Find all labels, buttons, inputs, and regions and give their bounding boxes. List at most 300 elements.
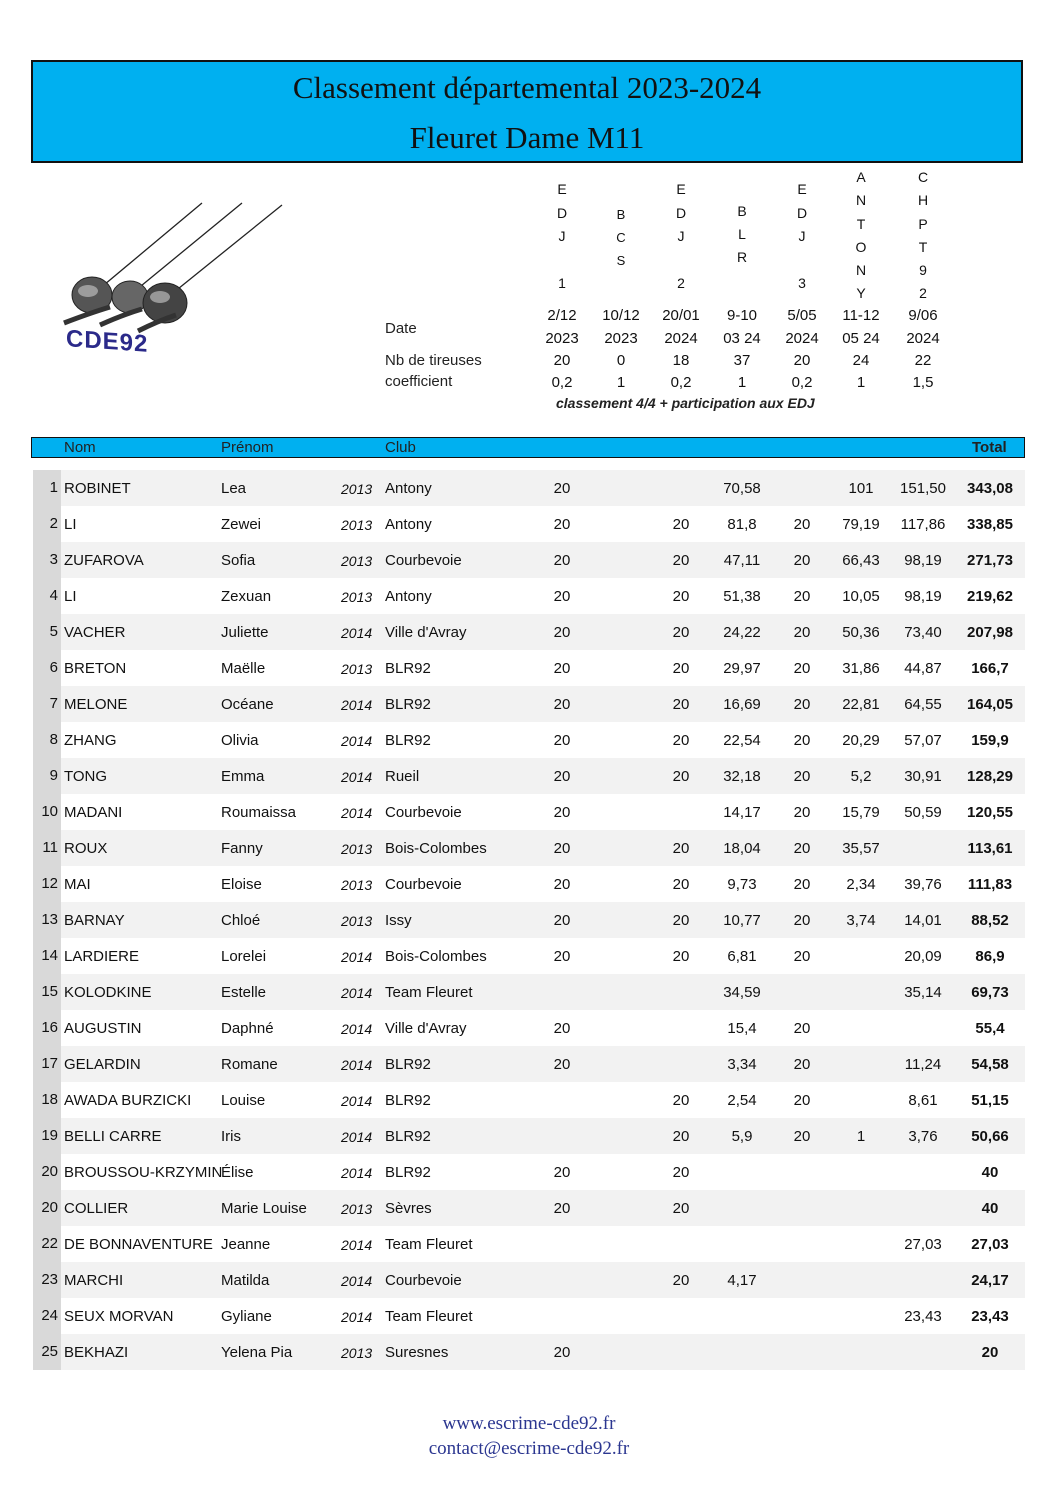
competition-date-2: 10/12 <box>602 307 640 324</box>
nom-cell: BRETON <box>64 660 127 677</box>
club-cell: Courbevoie <box>385 552 462 569</box>
score-cell: 66,43 <box>842 552 880 569</box>
score-cell: 20 <box>672 696 690 713</box>
competition-letter: C <box>917 169 929 185</box>
competition-letter: T <box>856 215 866 232</box>
rank-cell: 10 <box>33 794 61 830</box>
nom-cell: LI <box>64 588 77 605</box>
nom-cell: AWADA BURZICKI <box>64 1092 192 1109</box>
total-cell: 27,03 <box>971 1236 1009 1253</box>
year-cell: 2014 <box>341 1057 373 1073</box>
total-cell: 111,83 <box>967 876 1013 893</box>
total-cell: 219,62 <box>967 588 1013 605</box>
club-cell: BLR92 <box>385 1164 431 1181</box>
competition-letter <box>772 249 832 273</box>
score-cell: 5,9 <box>731 1128 753 1145</box>
footer-email[interactable]: contact@escrime-cde92.fr <box>428 1438 630 1459</box>
score-cell: 20 <box>672 624 690 641</box>
rank-cell: 25 <box>33 1334 61 1370</box>
score-cell: 70,58 <box>723 480 761 497</box>
competition-coef-5: 0,2 <box>791 374 813 391</box>
score-cell: 4,17 <box>727 1272 757 1289</box>
score-cell: 20 <box>793 1092 811 1109</box>
competition-coef-6: 1 <box>856 374 866 391</box>
competition-nb-6: 24 <box>852 352 870 369</box>
score-cell: 20 <box>553 1344 571 1361</box>
competition-letter <box>532 249 592 273</box>
prenom-cell: Chloé <box>221 912 261 929</box>
table-row <box>33 722 1025 758</box>
score-cell: 20 <box>793 840 811 857</box>
competition-code-3 <box>651 178 711 296</box>
nom-cell: ZUFAROVA <box>64 552 144 569</box>
club-cell: Sèvres <box>385 1200 432 1217</box>
score-cell: 35,57 <box>842 840 880 857</box>
score-cell: 8,61 <box>908 1092 938 1109</box>
score-cell: 20 <box>672 552 690 569</box>
score-cell: 10,05 <box>842 588 880 605</box>
prenom-cell: Lea <box>221 480 247 497</box>
score-cell: 20 <box>793 1056 811 1073</box>
score-cell: 79,19 <box>842 516 880 533</box>
year-cell: 2013 <box>341 1345 373 1361</box>
year-cell: 2014 <box>341 985 373 1001</box>
score-cell: 20 <box>672 660 690 677</box>
competition-code-6 <box>831 166 891 306</box>
score-cell: 11,24 <box>904 1056 942 1073</box>
competition-letter <box>651 249 711 273</box>
rank-cell: 8 <box>33 722 61 758</box>
year-cell: 2014 <box>341 1309 373 1325</box>
table-row <box>33 542 1025 578</box>
competition-year-5: 2024 <box>785 330 819 347</box>
competition-nb-4: 37 <box>733 352 751 369</box>
nom-cell: TONG <box>64 768 108 785</box>
page-subtitle: Fleuret Dame M11 <box>409 120 645 155</box>
total-cell: 164,05 <box>967 696 1013 713</box>
score-cell: 29,97 <box>723 660 761 677</box>
score-cell: 10,77 <box>723 912 761 929</box>
club-cell: Ville d'Avray <box>385 624 467 641</box>
club-cell: Antony <box>385 480 432 497</box>
score-cell: 73,40 <box>904 624 942 641</box>
score-cell: 20 <box>553 588 571 605</box>
competition-nb-2: 0 <box>616 352 626 369</box>
club-cell: Team Fleuret <box>385 1308 473 1325</box>
nom-cell: MADANI <box>64 804 123 821</box>
prenom-cell: Zexuan <box>221 588 272 605</box>
score-cell: 20 <box>793 1020 811 1037</box>
year-cell: 2014 <box>341 769 373 785</box>
score-cell: 20 <box>672 588 690 605</box>
score-cell: 20 <box>672 1092 690 1109</box>
competition-letter: E <box>797 181 807 197</box>
score-cell: 31,86 <box>842 660 880 677</box>
year-cell: 2014 <box>341 1165 373 1181</box>
rank-cell: 11 <box>33 830 61 866</box>
nom-cell: ROUX <box>64 840 108 857</box>
score-cell: 20 <box>672 912 690 929</box>
score-cell: 47,11 <box>723 552 761 569</box>
date-label: Date <box>385 320 417 337</box>
score-cell: 20 <box>793 1128 811 1145</box>
rank-cell: 22 <box>33 1226 61 1262</box>
club-cell: Rueil <box>385 768 420 785</box>
competition-letter: N <box>855 192 867 209</box>
prenom-cell: Océane <box>221 696 274 713</box>
competition-code-5 <box>772 178 832 296</box>
competition-letter: E <box>676 181 686 197</box>
competition-date-1: 2/12 <box>547 307 577 324</box>
score-cell: 101 <box>848 480 874 497</box>
coefficient-label: coefficient <box>385 373 453 390</box>
page-title: Classement départemental 2023-2024 <box>292 70 762 105</box>
competition-date-3: 20/01 <box>662 307 700 324</box>
table-row <box>33 1226 1025 1262</box>
year-cell: 2013 <box>341 841 373 857</box>
competition-nb-1: 20 <box>553 352 571 369</box>
competition-code-4 <box>712 200 772 269</box>
score-cell: 14,17 <box>723 804 761 821</box>
competition-year-3: 2024 <box>664 330 698 347</box>
score-cell: 20 <box>553 552 571 569</box>
score-cell: 20 <box>672 948 690 965</box>
score-cell: 32,18 <box>723 768 761 785</box>
score-cell: 98,19 <box>904 588 942 605</box>
competition-code-2 <box>591 203 651 272</box>
score-cell: 98,19 <box>904 552 942 569</box>
total-cell: 40 <box>981 1200 999 1217</box>
total-cell: 86,9 <box>975 948 1005 965</box>
score-cell: 2,34 <box>846 876 876 893</box>
club-cell: BLR92 <box>385 1092 431 1109</box>
year-cell: 2013 <box>341 481 373 497</box>
prenom-cell: Juliette <box>221 624 269 641</box>
competition-letter: 2 <box>677 275 685 291</box>
prenom-cell: Emma <box>221 768 265 785</box>
year-cell: 2014 <box>341 733 373 749</box>
prenom-cell: Roumaissa <box>221 804 297 821</box>
table-row <box>33 506 1025 542</box>
club-cell: BLR92 <box>385 1128 431 1145</box>
score-cell: 39,76 <box>904 876 942 893</box>
competition-coef-4: 1 <box>737 374 747 391</box>
table-row <box>33 1262 1025 1298</box>
table-row <box>33 1334 1025 1370</box>
competition-year-4: 03 24 <box>723 330 761 347</box>
nom-cell: DE BONNAVENTURE <box>64 1236 213 1253</box>
score-cell: 20 <box>793 804 811 821</box>
rank-cell: 20 <box>33 1154 61 1190</box>
nom-cell: MAI <box>64 876 91 893</box>
score-cell: 20 <box>553 912 571 929</box>
rank-cell: 9 <box>33 758 61 794</box>
competition-date-4: 9-10 <box>726 307 758 324</box>
score-cell: 20 <box>553 948 571 965</box>
competition-coef-2: 1 <box>616 374 626 391</box>
prenom-cell: Iris <box>221 1128 241 1145</box>
score-cell: 20 <box>553 804 571 821</box>
year-cell: 2013 <box>341 517 373 533</box>
table-row <box>33 686 1025 722</box>
footer-website[interactable]: www.escrime-cde92.fr <box>442 1413 616 1434</box>
score-cell: 1 <box>856 1128 866 1145</box>
score-cell: 14,01 <box>904 912 942 929</box>
nom-cell: ROBINET <box>64 480 131 497</box>
score-cell: 20,29 <box>842 732 880 749</box>
competition-nb-3: 18 <box>672 352 690 369</box>
club-cell: Suresnes <box>385 1344 449 1361</box>
club-cell: BLR92 <box>385 732 431 749</box>
rank-cell: 17 <box>33 1046 61 1082</box>
table-row <box>33 794 1025 830</box>
club-cell: Antony <box>385 516 432 533</box>
score-cell: 20 <box>793 552 811 569</box>
score-cell: 20 <box>793 696 811 713</box>
score-cell: 20 <box>793 660 811 677</box>
score-cell: 50,36 <box>842 624 880 641</box>
score-cell: 20 <box>672 768 690 785</box>
prenom-cell: Estelle <box>221 984 267 1001</box>
rank-cell: 14 <box>33 938 61 974</box>
nom-cell: GELARDIN <box>64 1056 141 1073</box>
table-row <box>33 866 1025 902</box>
score-cell: 20 <box>793 588 811 605</box>
rank-cell: 5 <box>33 614 61 650</box>
prenom-cell: Gyliane <box>221 1308 272 1325</box>
competition-year-2: 2023 <box>604 330 638 347</box>
header-total: Total <box>972 439 1007 456</box>
score-cell: 20 <box>553 1020 571 1037</box>
table-row <box>33 902 1025 938</box>
score-cell: 16,69 <box>723 696 761 713</box>
score-cell: 20,09 <box>904 948 942 965</box>
prenom-cell: Jeanne <box>221 1236 271 1253</box>
score-cell: 30,91 <box>904 768 942 785</box>
total-cell: 50,66 <box>971 1128 1009 1145</box>
score-cell: 20 <box>672 732 690 749</box>
table-row <box>33 1118 1025 1154</box>
nom-cell: LARDIERE <box>64 948 140 965</box>
table-row <box>33 650 1025 686</box>
competition-nb-5: 20 <box>793 352 811 369</box>
year-cell: 2014 <box>341 1273 373 1289</box>
prenom-cell: Louise <box>221 1092 266 1109</box>
competition-letter: 3 <box>798 275 806 291</box>
competition-letter: R <box>736 249 748 265</box>
nom-cell: VACHER <box>64 624 126 641</box>
competition-letter: 9 <box>919 262 927 279</box>
rank-cell: 4 <box>33 578 61 614</box>
competition-letter: T <box>918 238 928 255</box>
total-cell: 23,43 <box>971 1308 1009 1325</box>
year-cell: 2014 <box>341 805 373 821</box>
table-header <box>31 437 1025 458</box>
prenom-cell: Yelena Pia <box>221 1344 293 1361</box>
competition-year-7: 2024 <box>906 330 940 347</box>
rank-cell: 23 <box>33 1262 61 1298</box>
header-prenom: Prénom <box>221 439 274 456</box>
rank-cell: 1 <box>33 470 61 506</box>
prenom-cell: Olivia <box>221 732 259 749</box>
nom-cell: SEUX MORVAN <box>64 1308 174 1325</box>
table-row <box>33 1190 1025 1226</box>
score-cell: 20 <box>553 624 571 641</box>
rank-cell: 3 <box>33 542 61 578</box>
club-cell: BLR92 <box>385 696 431 713</box>
score-cell: 20 <box>553 1200 571 1217</box>
total-cell: 40 <box>981 1164 999 1181</box>
competition-letter: D <box>796 204 808 221</box>
prenom-cell: Maëlle <box>221 660 266 677</box>
total-cell: 271,73 <box>967 552 1013 569</box>
table-row <box>33 470 1025 506</box>
score-cell: 20 <box>553 840 571 857</box>
score-cell: 20 <box>793 876 811 893</box>
club-cell: Issy <box>385 912 412 929</box>
nom-cell: BELLI CARRE <box>64 1128 162 1145</box>
score-cell: 20 <box>793 516 811 533</box>
score-cell: 22,81 <box>842 696 880 713</box>
rank-cell: 7 <box>33 686 61 722</box>
nom-cell: KOLODKINE <box>64 984 152 1001</box>
nom-cell: AUGUSTIN <box>64 1020 142 1037</box>
nom-cell: ZHANG <box>64 732 117 749</box>
competition-date-5: 5/05 <box>787 307 817 324</box>
nom-cell: COLLIER <box>64 1200 129 1217</box>
competition-letter: C <box>616 230 626 245</box>
year-cell: 2014 <box>341 1237 373 1253</box>
year-cell: 2013 <box>341 589 373 605</box>
competition-year-1: 2023 <box>545 330 579 347</box>
score-cell: 20 <box>553 1056 571 1073</box>
prenom-cell: Marie Louise <box>221 1200 307 1217</box>
total-cell: 69,73 <box>971 984 1009 1001</box>
total-cell: 113,61 <box>967 840 1013 857</box>
total-cell: 20 <box>981 1344 999 1361</box>
competition-letter: N <box>855 262 867 279</box>
prenom-cell: Matilda <box>221 1272 270 1289</box>
score-cell: 34,59 <box>723 984 761 1001</box>
competition-letter: D <box>556 204 568 221</box>
competition-letter: 1 <box>558 275 566 291</box>
competition-coef-7: 1,5 <box>912 374 934 391</box>
rank-cell: 18 <box>33 1082 61 1118</box>
score-cell: 15,79 <box>842 804 880 821</box>
score-cell: 20 <box>553 1164 571 1181</box>
club-cell: BLR92 <box>385 1056 431 1073</box>
competition-date-7: 9/06 <box>908 307 938 324</box>
competition-year-6: 05 24 <box>842 330 880 347</box>
table-row <box>33 1298 1025 1334</box>
prenom-cell: Eloise <box>221 876 262 893</box>
score-cell: 20 <box>793 948 811 965</box>
competition-letter: B <box>616 207 626 222</box>
header-nom: Nom <box>64 439 96 456</box>
prenom-cell: Zewei <box>221 516 262 533</box>
competition-code-7 <box>893 166 953 306</box>
score-cell: 20 <box>553 696 571 713</box>
logo-text: CDE92 <box>66 325 149 358</box>
competition-letter: E <box>557 181 567 197</box>
competition-letter: Y <box>856 285 866 302</box>
total-cell: 24,17 <box>971 1272 1009 1289</box>
rank-cell: 15 <box>33 974 61 1010</box>
score-cell: 20 <box>672 876 690 893</box>
club-cell: Bois-Colombes <box>385 840 487 857</box>
rank-cell: 24 <box>33 1298 61 1334</box>
score-cell: 20 <box>793 768 811 785</box>
nb-tireuses-label: Nb de tireuses <box>385 352 482 369</box>
score-cell: 9,73 <box>727 876 757 893</box>
score-cell: 20 <box>553 768 571 785</box>
club-cell: Antony <box>385 588 432 605</box>
score-cell: 51,38 <box>723 588 761 605</box>
total-cell: 343,08 <box>967 480 1013 497</box>
rank-cell: 19 <box>33 1118 61 1154</box>
ranking-note: classement 4/4 + participation aux EDJ <box>556 395 815 411</box>
score-cell: 81,8 <box>727 516 757 533</box>
year-cell: 2013 <box>341 913 373 929</box>
score-cell: 20 <box>553 516 571 533</box>
total-cell: 338,85 <box>967 516 1013 533</box>
year-cell: 2014 <box>341 1093 373 1109</box>
prenom-cell: Fanny <box>221 840 263 857</box>
prenom-cell: Romane <box>221 1056 278 1073</box>
score-cell: 20 <box>553 876 571 893</box>
nom-cell: LI <box>64 516 77 533</box>
score-cell: 57,07 <box>904 732 942 749</box>
competition-date-6: 11-12 <box>842 307 880 324</box>
competition-letter: J <box>558 228 566 244</box>
score-cell: 18,04 <box>723 840 761 857</box>
table-row <box>33 974 1025 1010</box>
rank-cell: 13 <box>33 902 61 938</box>
score-cell: 27,03 <box>904 1236 942 1253</box>
club-cell: Courbevoie <box>385 804 462 821</box>
total-cell: 55,4 <box>975 1020 1005 1037</box>
year-cell: 2013 <box>341 661 373 677</box>
competition-letter: J <box>677 228 685 244</box>
rank-cell: 12 <box>33 866 61 902</box>
competition-letter: O <box>855 238 867 255</box>
competition-letter: P <box>918 215 928 232</box>
competition-code-1 <box>532 178 592 296</box>
rank-cell: 16 <box>33 1010 61 1046</box>
score-cell: 3,34 <box>727 1056 757 1073</box>
score-cell: 23,43 <box>904 1308 942 1325</box>
score-cell: 151,50 <box>900 480 946 497</box>
competition-letter: L <box>738 226 746 242</box>
score-cell: 20 <box>553 660 571 677</box>
nom-cell: MELONE <box>64 696 128 713</box>
competition-coef-1: 0,2 <box>551 374 573 391</box>
competition-letter: H <box>917 192 929 209</box>
table-row <box>33 1046 1025 1082</box>
total-cell: 128,29 <box>967 768 1013 785</box>
competition-coef-3: 0,2 <box>670 374 692 391</box>
score-cell: 20 <box>672 1128 690 1145</box>
club-cell: Courbevoie <box>385 1272 462 1289</box>
year-cell: 2013 <box>341 877 373 893</box>
total-cell: 166,7 <box>971 660 1009 677</box>
total-cell: 120,55 <box>967 804 1013 821</box>
club-cell: Ville d'Avray <box>385 1020 467 1037</box>
year-cell: 2014 <box>341 625 373 641</box>
year-cell: 2014 <box>341 697 373 713</box>
year-cell: 2014 <box>341 949 373 965</box>
score-cell: 20 <box>672 1164 690 1181</box>
